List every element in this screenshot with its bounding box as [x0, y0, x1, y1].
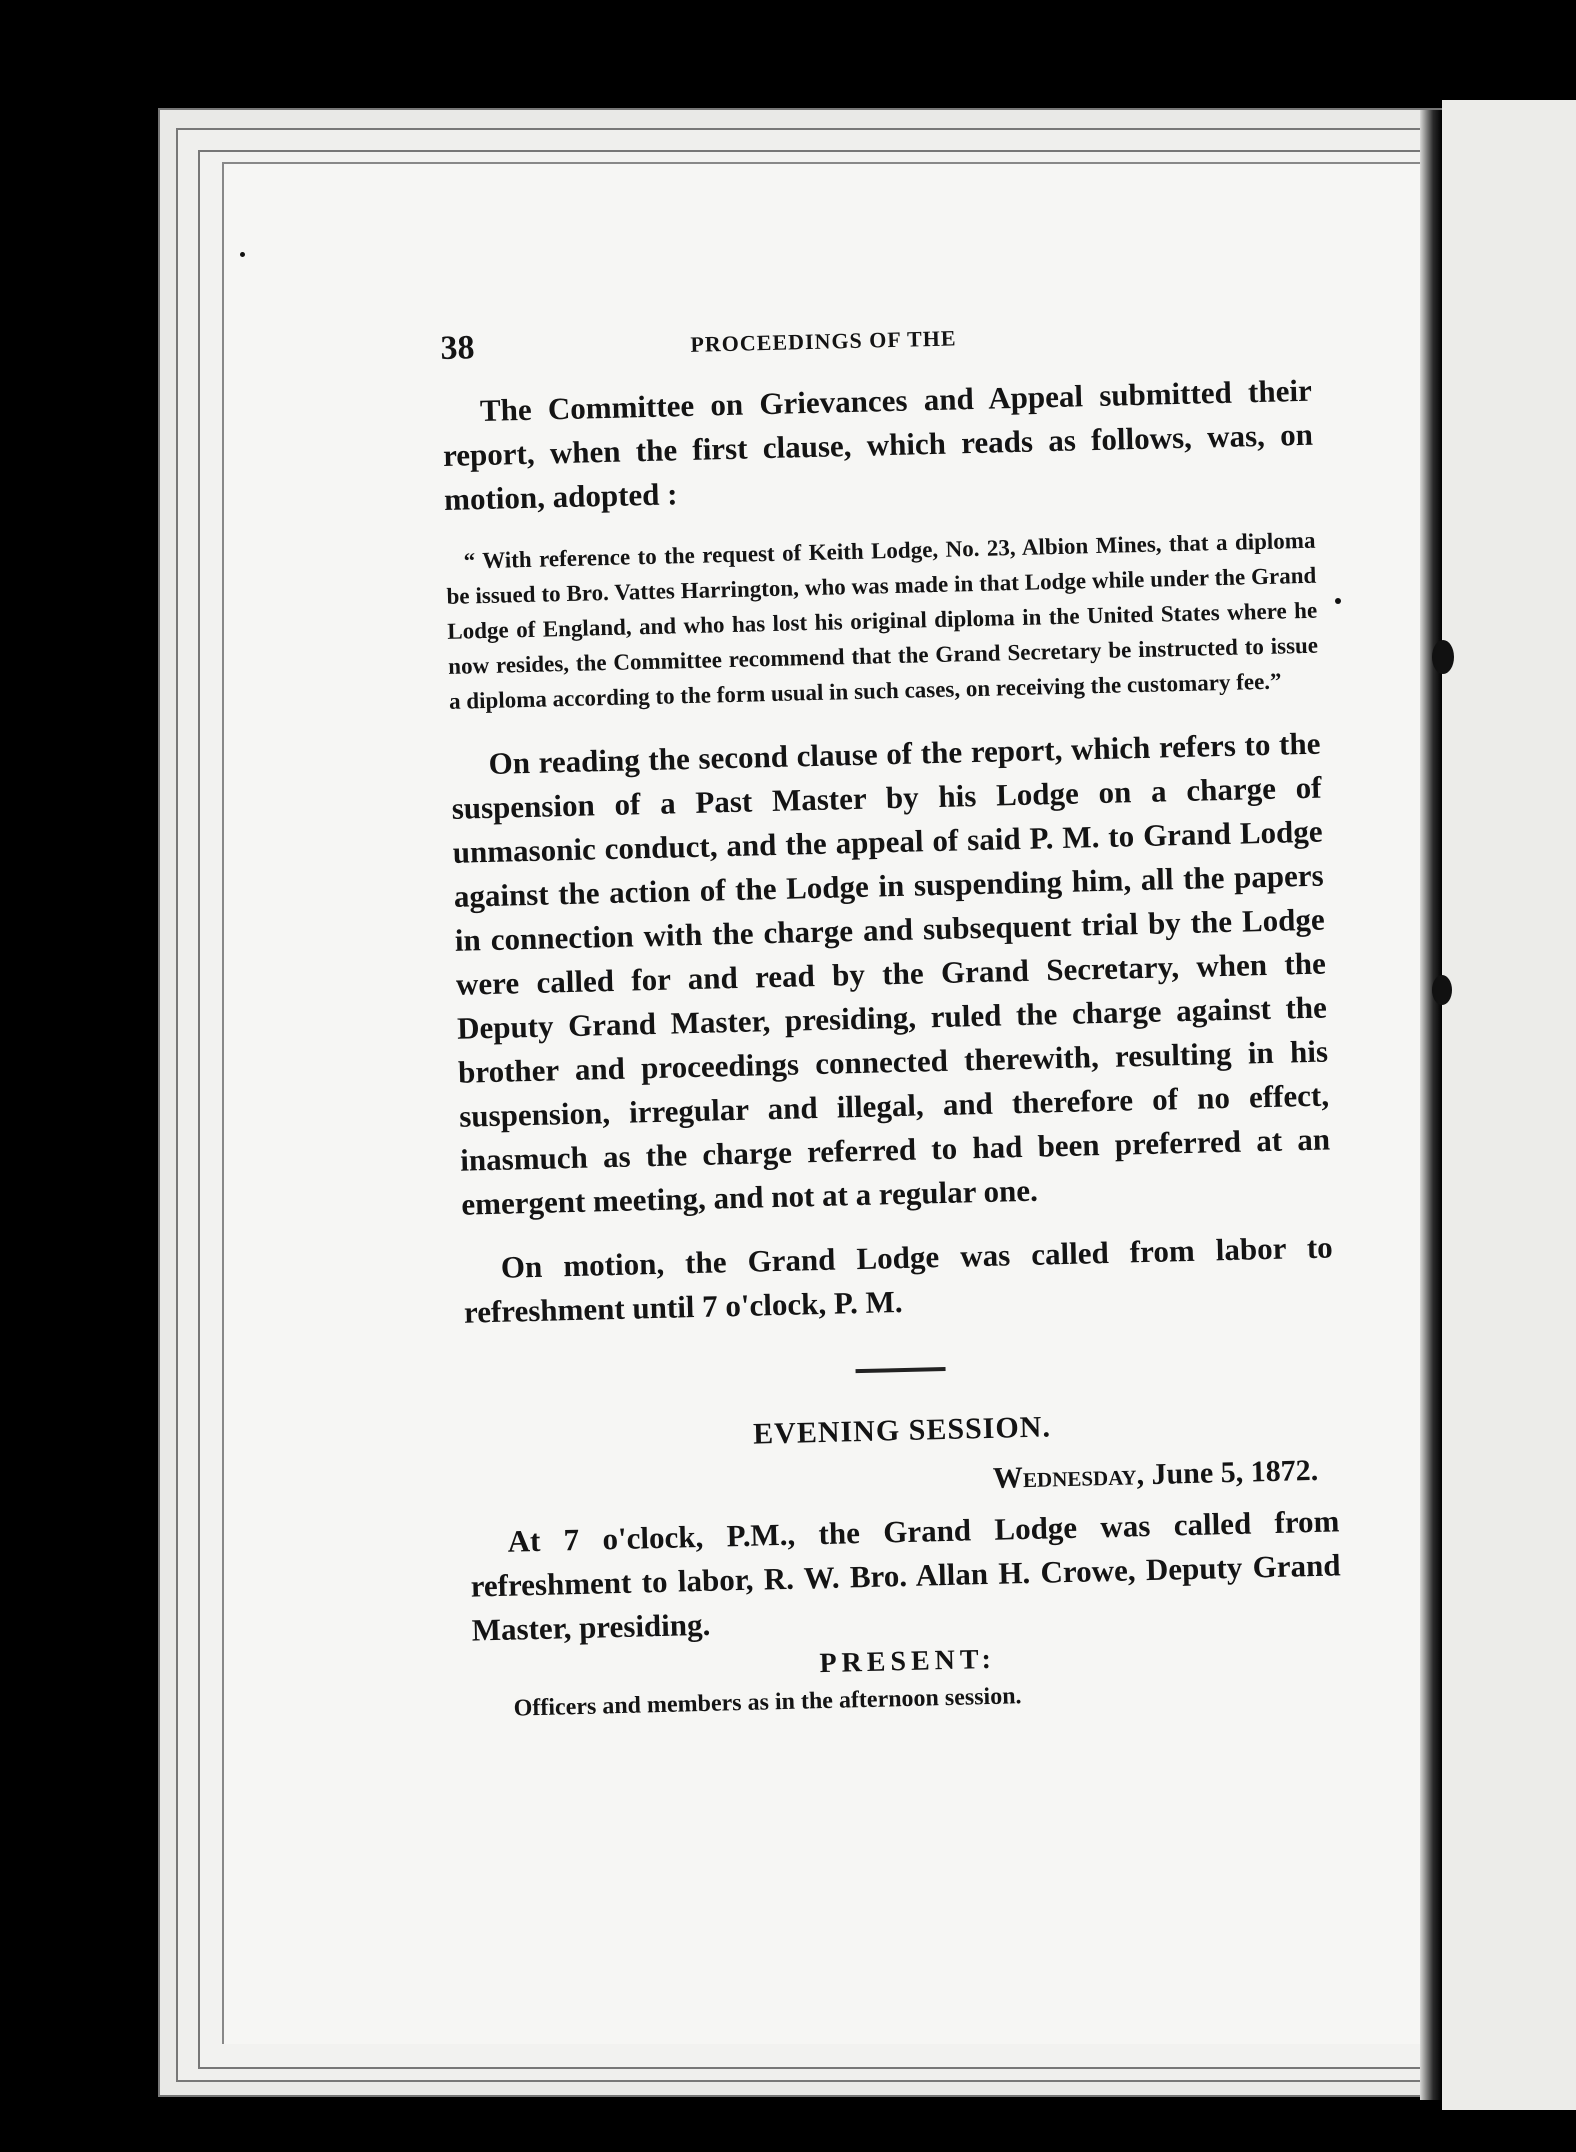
session-date	[468, 1453, 1339, 1508]
section-title: EVENING SESSION.	[752, 1410, 1052, 1451]
page-content	[440, 309, 1344, 1724]
facing-page-edge	[1442, 100, 1576, 2110]
session-date-day: Wednesday	[992, 1458, 1137, 1495]
present-heading: PRESENT:	[819, 1643, 997, 1680]
paragraph-second-clause: On reading the second clause of the report, which refers to the suspension of a Past Master by his Lodge on a charge of unmasonic conduct, and the appeal of said P. M. to Grand Lodge against the action of the Lodge in suspending him, all the papers in connection with the charge and subsequent trial by the Lodge were called for and read by the Grand Secretary, when the Deputy Grand Master, presiding, ruled the charge against the brother and proceedings connected therewith, resulting in his suspension, irregular and illegal, and therefore of no effect, inasmuch as the charge referred to had been preferred at an emergent meeting, and not at a regular one.	[451, 725, 1331, 1222]
present-text: Officers and members as in the afternoon session.	[513, 1683, 1022, 1722]
spine-mark	[1432, 975, 1452, 1005]
paragraph-committee-report: The Committee on Grievances and Appeal submitted their report, when the first clause, which reads as follows, was, on motion, adopted :	[442, 372, 1314, 517]
page-speck	[240, 252, 245, 257]
running-head: PROCEEDINGS OF THE	[690, 325, 957, 357]
page-number: 38	[440, 329, 475, 367]
page-speck	[1335, 598, 1341, 604]
quoted-clause: “ With reference to the request of Keith Lodge, No. 23, Albion Mines, that a diploma be issued to Bro. Vattes Harrington, who was made in that Lodge while under the Grand Lodge of England, and who has lost his original diploma in the United States where he now resides, the Committee recommend that the Grand Secretary be instructed to issue a diploma according to the form usual in such cases, on receiving the customary fee.”	[446, 527, 1319, 714]
session-date-rest: , June 5, 1872.	[1136, 1453, 1319, 1492]
paragraph-evening-opening: At 7 o'clock, P.M., the Grand Lodge was called from refreshment to labor, R. W. Bro. Allan H. Crowe, Deputy Grand Master, presiding.	[470, 1503, 1341, 1648]
paragraph-refreshment: On motion, the Grand Lodge was called from labor to refreshment until 7 o'clock, P. M.	[463, 1229, 1334, 1330]
section-divider	[856, 1367, 946, 1373]
book-spine	[1420, 110, 1442, 2100]
spine-mark	[1432, 640, 1454, 674]
